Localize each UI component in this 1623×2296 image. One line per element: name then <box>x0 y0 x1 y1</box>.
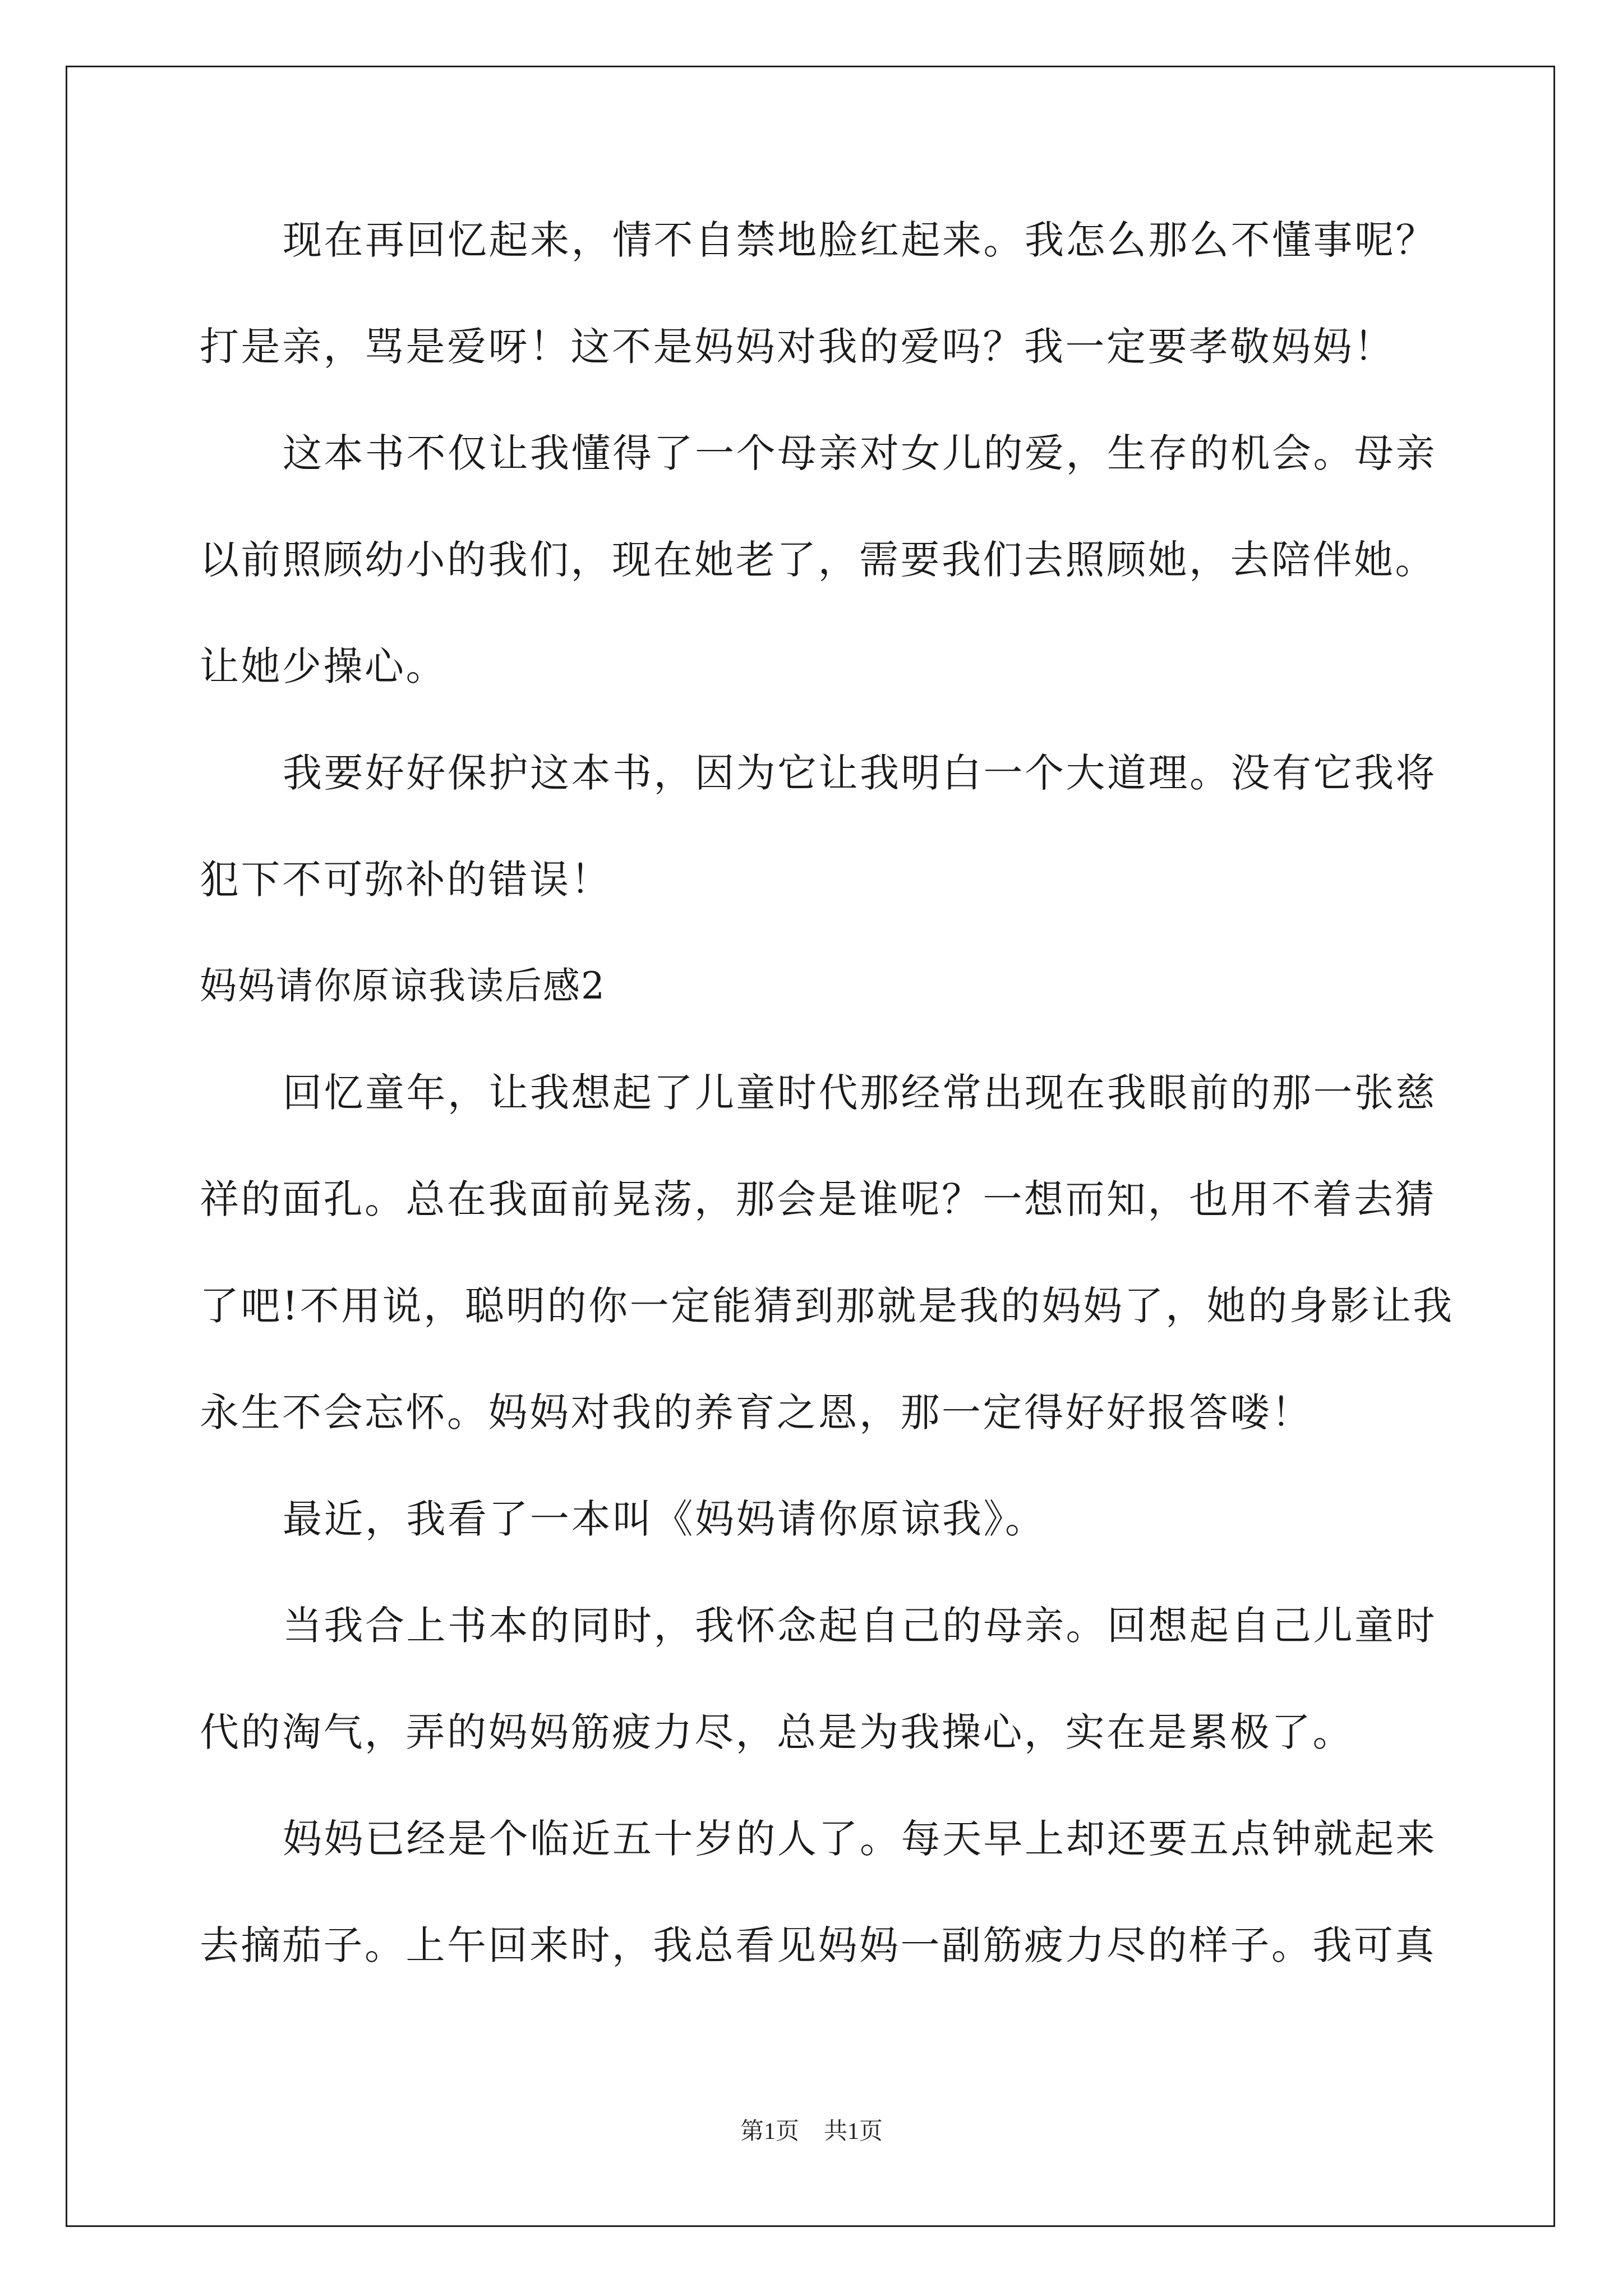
paragraph-line: 以前照顾幼小的我们，现在她老了，需要我们去照顾她，去陪伴她。 <box>200 537 1436 583</box>
paragraph-line: 永生不会忘怀。妈妈对我的养育之恩，那一定得好好报答喽！ <box>200 1389 1313 1435</box>
paragraph-line: 让她少操心。 <box>200 643 447 689</box>
paragraph-line: 我要好好保护这本书，因为它让我明白一个大道理。没有它我将 <box>283 750 1437 796</box>
paragraph-line: 最近，我看了一本叫《妈妈请你原谅我》。 <box>283 1496 1046 1542</box>
page-footer <box>0 2115 1623 2148</box>
paragraph-line: 这本书不仅让我懂得了一个母亲对女儿的爱，生存的机会。母亲 <box>283 430 1437 476</box>
page-border <box>66 66 1555 2227</box>
page-number: 第1页 <box>740 2119 799 2145</box>
paragraph-line: 当我合上书本的同时，我怀念起自己的母亲。回想起自己儿童时 <box>283 1603 1437 1649</box>
page-total: 共1页 <box>824 2119 883 2145</box>
paragraph-line: 祥的面孔。总在我面前晃荡，那会是谁呢？一想而知，也用不着去猜 <box>200 1176 1436 1222</box>
paragraph-line: 去摘茄子。上午回来时，我总看见妈妈一副筋疲力尽的样子。我可真 <box>200 1922 1436 1968</box>
paragraph-line: 代的淘气，弄的妈妈筋疲力尽，总是为我操心，实在是累极了。 <box>200 1709 1354 1755</box>
paragraph-line: 妈妈已经是个临近五十岁的人了。每天早上却还要五点钟就起来 <box>283 1816 1437 1862</box>
paragraph-line: 现在再回忆起来，情不自禁地脸红起来。我怎么那么不懂事呢？ <box>283 217 1437 263</box>
paragraph-line: 犯下不可弥补的错误！ <box>200 857 612 903</box>
paragraph-line: 了吧!不用说，聪明的你一定能猜到那就是我的妈妈了，她的身影让我 <box>200 1283 1454 1329</box>
paragraph-line: 回忆童年，让我想起了儿童时代那经常出现在我眼前的那一张慈 <box>283 1070 1437 1116</box>
section-heading: 妈妈请你原谅我读后感2 <box>200 964 606 1007</box>
paragraph-line: 打是亲，骂是爱呀！这不是妈妈对我的爱吗？我一定要孝敬妈妈！ <box>200 324 1395 370</box>
